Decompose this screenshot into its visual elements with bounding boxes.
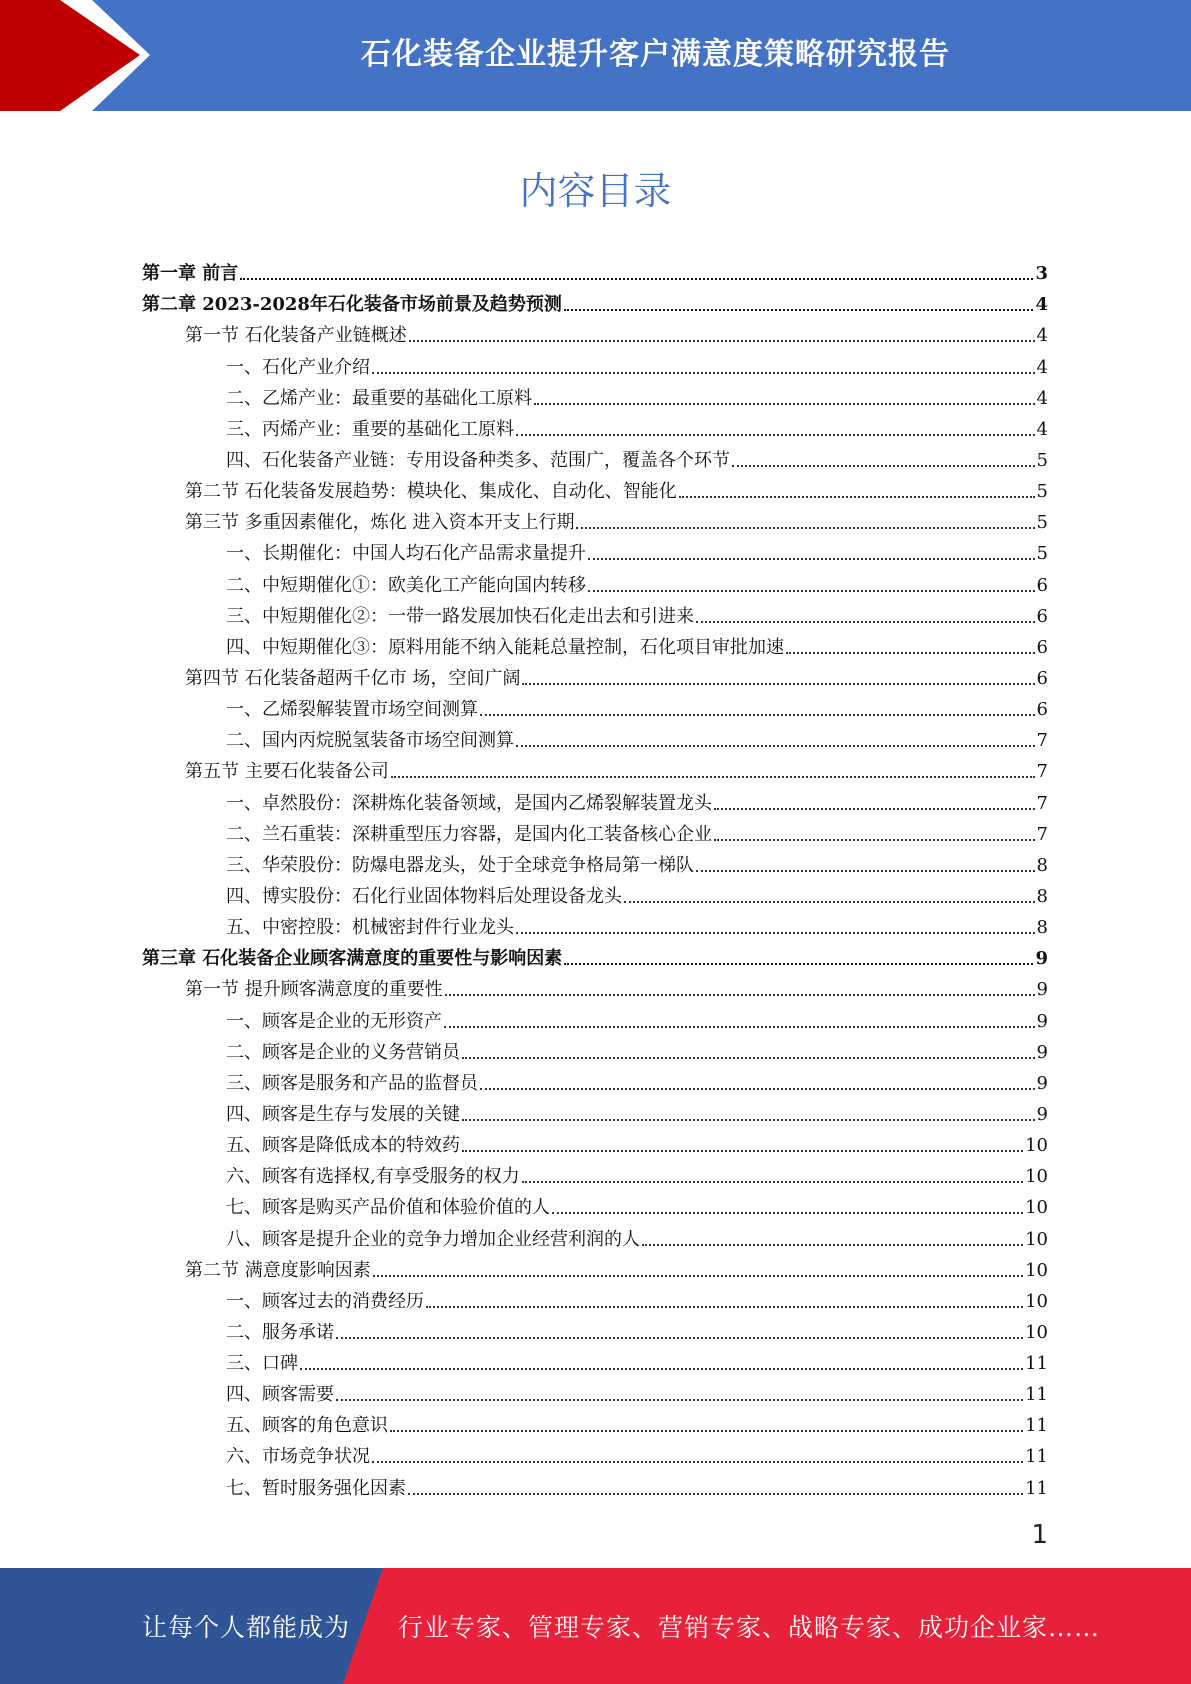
toc-entry-title: 第四节 石化装备超两千亿市 场，空间广阔 <box>185 667 521 689</box>
toc-entry[interactable] <box>142 1344 1048 1375</box>
toc-entry-page: 9 <box>1036 1103 1048 1125</box>
toc-entry-page: 8 <box>1036 885 1048 907</box>
toc-entry-title: 第三节 多重因素催化，炼化 进入资本开支上行期 <box>185 512 575 534</box>
toc-entry-title: 一、顾客过去的消费经历 <box>226 1290 424 1312</box>
toc-dot-leader <box>624 901 1035 903</box>
toc-entry[interactable] <box>142 503 1048 534</box>
toc-entry-title: 五、顾客是降低成本的特效药 <box>226 1135 460 1157</box>
toc-entry-page: 10 <box>1025 1135 1048 1157</box>
toc-entry-page: 10 <box>1025 1228 1048 1250</box>
toc-dot-leader <box>462 1057 1035 1059</box>
toc-entry[interactable] <box>142 316 1048 347</box>
toc-dot-leader <box>391 776 1035 778</box>
toc-dot-leader <box>373 1275 1023 1277</box>
toc-entry-page: 4 <box>1036 387 1048 409</box>
toc-entry-page: 6 <box>1036 667 1048 689</box>
toc-entry-title: 第二节 石化装备发展趋势：模块化、集成化、自动化、智能化 <box>185 481 677 503</box>
toc-entry-page: 4 <box>1035 294 1048 316</box>
toc-entry-title: 二、服务承诺 <box>226 1321 334 1343</box>
toc-entry[interactable] <box>142 1157 1048 1188</box>
toc-entry-title: 二、国内丙烷脱氢装备市场空间测算 <box>226 730 514 752</box>
toc-entry[interactable] <box>142 1095 1048 1126</box>
toc-entry-page: 5 <box>1036 543 1048 565</box>
toc-dot-leader <box>516 434 1035 436</box>
toc-entry-title: 六、市场竞争状况 <box>226 1446 370 1468</box>
toc-dot-leader <box>588 558 1035 560</box>
toc-dot-leader <box>462 1150 1023 1152</box>
footer-slogan-right: 行业专家、管理专家、营销专家、战略专家、成功企业家…… <box>398 1613 1101 1642</box>
toc-entry[interactable] <box>142 721 1048 752</box>
toc-dot-leader <box>462 1119 1035 1121</box>
toc-entry[interactable] <box>142 628 1048 659</box>
toc-entry[interactable] <box>142 347 1048 378</box>
toc-dot-leader <box>372 1461 1023 1463</box>
toc-entry-title: 第三章 石化装备企业顾客满意度的重要性与影响因素 <box>142 948 563 970</box>
toc-entry[interactable] <box>142 1375 1048 1406</box>
toc-entry-page: 7 <box>1036 761 1048 783</box>
toc-entry-page: 6 <box>1036 605 1048 627</box>
toc-entry-page: 6 <box>1036 574 1048 596</box>
toc-dot-leader <box>408 1493 1023 1495</box>
toc-entry-page: 9 <box>1036 979 1048 1001</box>
toc-dot-leader <box>642 1244 1023 1246</box>
toc-entry-page: 11 <box>1025 1384 1048 1406</box>
toc-entry[interactable] <box>142 877 1048 908</box>
toc-dot-leader <box>336 1399 1023 1401</box>
toc-dot-leader <box>409 340 1035 342</box>
toc-entry[interactable] <box>142 1468 1048 1499</box>
toc-entry[interactable] <box>142 1001 1048 1032</box>
toc-dot-leader <box>534 403 1035 405</box>
toc-entry-title: 七、顾客是购买产品价值和体验价值的人 <box>226 1197 550 1219</box>
toc-entry-page: 5 <box>1036 481 1048 503</box>
toc-entry[interactable] <box>142 1437 1048 1468</box>
toc-entry-title: 一、顾客是企业的无形资产 <box>226 1010 442 1032</box>
toc-dot-leader <box>786 652 1035 654</box>
toc-entry-title: 二、兰石重装：深耕重型压力容器，是国内化工装备核心企业 <box>226 823 712 845</box>
toc-entry-page: 3 <box>1035 263 1048 285</box>
toc-entry[interactable] <box>142 1282 1048 1313</box>
toc-dot-leader <box>336 1337 1023 1339</box>
toc-entry-page: 10 <box>1025 1259 1048 1281</box>
toc-entry-title: 第一章 前言 <box>142 263 239 285</box>
toc-entry-page: 9 <box>1036 1010 1048 1032</box>
toc-dot-leader <box>372 372 1035 374</box>
toc-entry-page: 7 <box>1036 792 1048 814</box>
toc-dot-leader <box>516 745 1035 747</box>
toc-entry-title: 四、顾客需要 <box>226 1384 334 1406</box>
toc-entry-page: 10 <box>1025 1197 1048 1219</box>
toc-entry[interactable] <box>142 379 1048 410</box>
toc-entry-page: 5 <box>1036 449 1048 471</box>
toc-dot-leader <box>714 808 1035 810</box>
toc-entry-title: 第一节 提升顾客满意度的重要性 <box>185 979 443 1001</box>
toc-dot-leader <box>426 1306 1023 1308</box>
toc-dot-leader <box>240 278 1033 280</box>
toc-entry-page: 4 <box>1036 418 1048 440</box>
toc-dot-leader <box>552 1212 1023 1214</box>
toc-entry[interactable] <box>142 597 1048 628</box>
toc-entry[interactable] <box>142 659 1048 690</box>
toc-entry-title: 一、长期催化：中国人均石化产品需求量提升 <box>226 543 586 565</box>
toc-entry-title: 一、石化产业介绍 <box>226 356 370 378</box>
toc-entry[interactable] <box>142 752 1048 783</box>
toc-entry-page: 4 <box>1036 325 1048 347</box>
toc-entry[interactable] <box>142 1406 1048 1437</box>
toc-entry-page: 7 <box>1036 823 1048 845</box>
toc-dot-leader <box>522 1181 1023 1183</box>
toc-entry-page: 11 <box>1025 1477 1048 1499</box>
toc-entry[interactable] <box>142 939 1048 970</box>
toc-entry-page: 6 <box>1036 636 1048 658</box>
toc-entry-title: 四、石化装备产业链：专用设备种类多、范围广，覆盖各个环节 <box>226 449 730 471</box>
toc-entry-page: 8 <box>1036 917 1048 939</box>
toc-entry[interactable] <box>142 441 1048 472</box>
toc-dot-leader <box>300 1368 1023 1370</box>
toc-entry-title: 三、华荣股份：防爆电器龙头，处于全球竞争格局第一梯队 <box>226 854 694 876</box>
toc-entry-page: 6 <box>1036 699 1048 721</box>
footer-slogan-left: 让每个人都能成为 <box>142 1613 351 1642</box>
toc-entry[interactable] <box>142 690 1048 721</box>
toc-entry[interactable] <box>142 285 1048 316</box>
toc-entry-title: 三、口碑 <box>226 1353 298 1375</box>
toc-entry-page: 9 <box>1035 948 1048 970</box>
toc-dot-leader <box>390 1430 1023 1432</box>
toc-entry[interactable] <box>142 1064 1048 1095</box>
toc-entry-page: 11 <box>1025 1446 1048 1468</box>
page-footer <box>0 1568 1191 1684</box>
toc-dot-leader <box>679 496 1035 498</box>
toc-entry[interactable] <box>142 472 1048 503</box>
toc-entry-title: 第五节 主要石化装备公司 <box>185 761 389 783</box>
toc-entry-page: 8 <box>1036 854 1048 876</box>
toc-entry-page: 4 <box>1036 356 1048 378</box>
toc-dot-leader <box>480 714 1035 716</box>
toc-entry-page: 11 <box>1025 1353 1048 1375</box>
toc-dot-leader <box>696 621 1035 623</box>
toc-entry-title: 七、暂时服务强化因素 <box>226 1477 406 1499</box>
toc-entry-title: 第二节 满意度影响因素 <box>185 1259 371 1281</box>
toc-entry[interactable] <box>142 970 1048 1001</box>
toc-entry-title: 三、中短期催化②：一带一路发展加快石化走出去和引进来 <box>226 605 694 627</box>
toc-entry[interactable] <box>142 1033 1048 1064</box>
toc-entry[interactable] <box>142 254 1048 285</box>
toc-dot-leader <box>564 309 1034 311</box>
toc-entry-title: 三、丙烯产业：重要的基础化工原料 <box>226 418 514 440</box>
toc-dot-leader <box>714 839 1035 841</box>
toc-dot-leader <box>516 932 1035 934</box>
toc-entry-title: 一、乙烯裂解装置市场空间测算 <box>226 699 478 721</box>
toc-entry[interactable] <box>142 1219 1048 1250</box>
toc-dot-leader <box>444 1026 1035 1028</box>
toc-dot-leader <box>576 527 1034 529</box>
toc-entry-title: 八、顾客是提升企业的竞争力增加企业经营利润的人 <box>226 1228 640 1250</box>
toc-entry[interactable] <box>142 534 1048 565</box>
toc-entry-page: 10 <box>1025 1290 1048 1312</box>
toc-entry-title: 四、博实股份：石化行业固体物料后处理设备龙头 <box>226 885 622 907</box>
toc-dot-leader <box>522 683 1034 685</box>
toc-entry[interactable] <box>142 783 1048 814</box>
toc-entry-title: 五、中密控股：机械密封件行业龙头 <box>226 917 514 939</box>
page-header <box>0 0 1191 111</box>
toc-entry[interactable] <box>142 846 1048 877</box>
toc-entry-page: 5 <box>1036 512 1048 534</box>
toc-entry-title: 三、顾客是服务和产品的监督员 <box>226 1072 478 1094</box>
toc-entry-page: 9 <box>1036 1041 1048 1063</box>
toc-entry-title: 一、卓然股份：深耕炼化装备领域，是国内乙烯裂解装置龙头 <box>226 792 712 814</box>
toc-entry[interactable] <box>142 1188 1048 1219</box>
toc-entry-title: 二、乙烯产业：最重要的基础化工原料 <box>226 387 532 409</box>
toc-entry[interactable] <box>142 1251 1048 1282</box>
toc-entry[interactable] <box>142 815 1048 846</box>
toc-entry-page: 10 <box>1025 1166 1048 1188</box>
toc-dot-leader <box>732 465 1035 467</box>
toc-entry-title: 四、中短期催化③：原料用能不纳入能耗总量控制，石化项目审批加速 <box>226 636 784 658</box>
table-of-contents <box>142 254 1048 1500</box>
toc-entry[interactable] <box>142 1126 1048 1157</box>
toc-entry-title: 二、顾客是企业的义务营销员 <box>226 1041 460 1063</box>
toc-entry-title: 四、顾客是生存与发展的关键 <box>226 1103 460 1125</box>
toc-dot-leader <box>480 1088 1035 1090</box>
toc-entry[interactable] <box>142 565 1048 596</box>
toc-entry-title: 六、顾客有选择权,有享受服务的权力 <box>226 1166 520 1188</box>
report-title: 石化装备企业提升客户满意度策略研究报告 <box>361 36 950 72</box>
toc-dot-leader <box>564 963 1033 965</box>
toc-entry-page: 7 <box>1036 730 1048 752</box>
toc-entry[interactable] <box>142 908 1048 939</box>
toc-entry[interactable] <box>142 410 1048 441</box>
toc-entry-title: 第一节 石化装备产业链概述 <box>185 325 407 347</box>
toc-dot-leader <box>588 590 1035 592</box>
toc-entry-page: 9 <box>1036 1072 1048 1094</box>
toc-entry-title: 第二章 2023-2028年石化装备市场前景及趋势预测 <box>142 294 562 316</box>
toc-entry-title: 二、中短期催化①：欧美化工产能向国内转移 <box>226 574 586 596</box>
toc-entry-page: 10 <box>1025 1321 1048 1343</box>
toc-heading: 内容目录 <box>519 169 672 213</box>
toc-entry[interactable] <box>142 1313 1048 1344</box>
toc-entry-page: 11 <box>1025 1415 1048 1437</box>
toc-dot-leader <box>696 870 1035 872</box>
page-number: 1 <box>1031 1520 1048 1550</box>
toc-entry-title: 五、顾客的角色意识 <box>226 1415 388 1437</box>
toc-dot-leader <box>445 994 1035 996</box>
